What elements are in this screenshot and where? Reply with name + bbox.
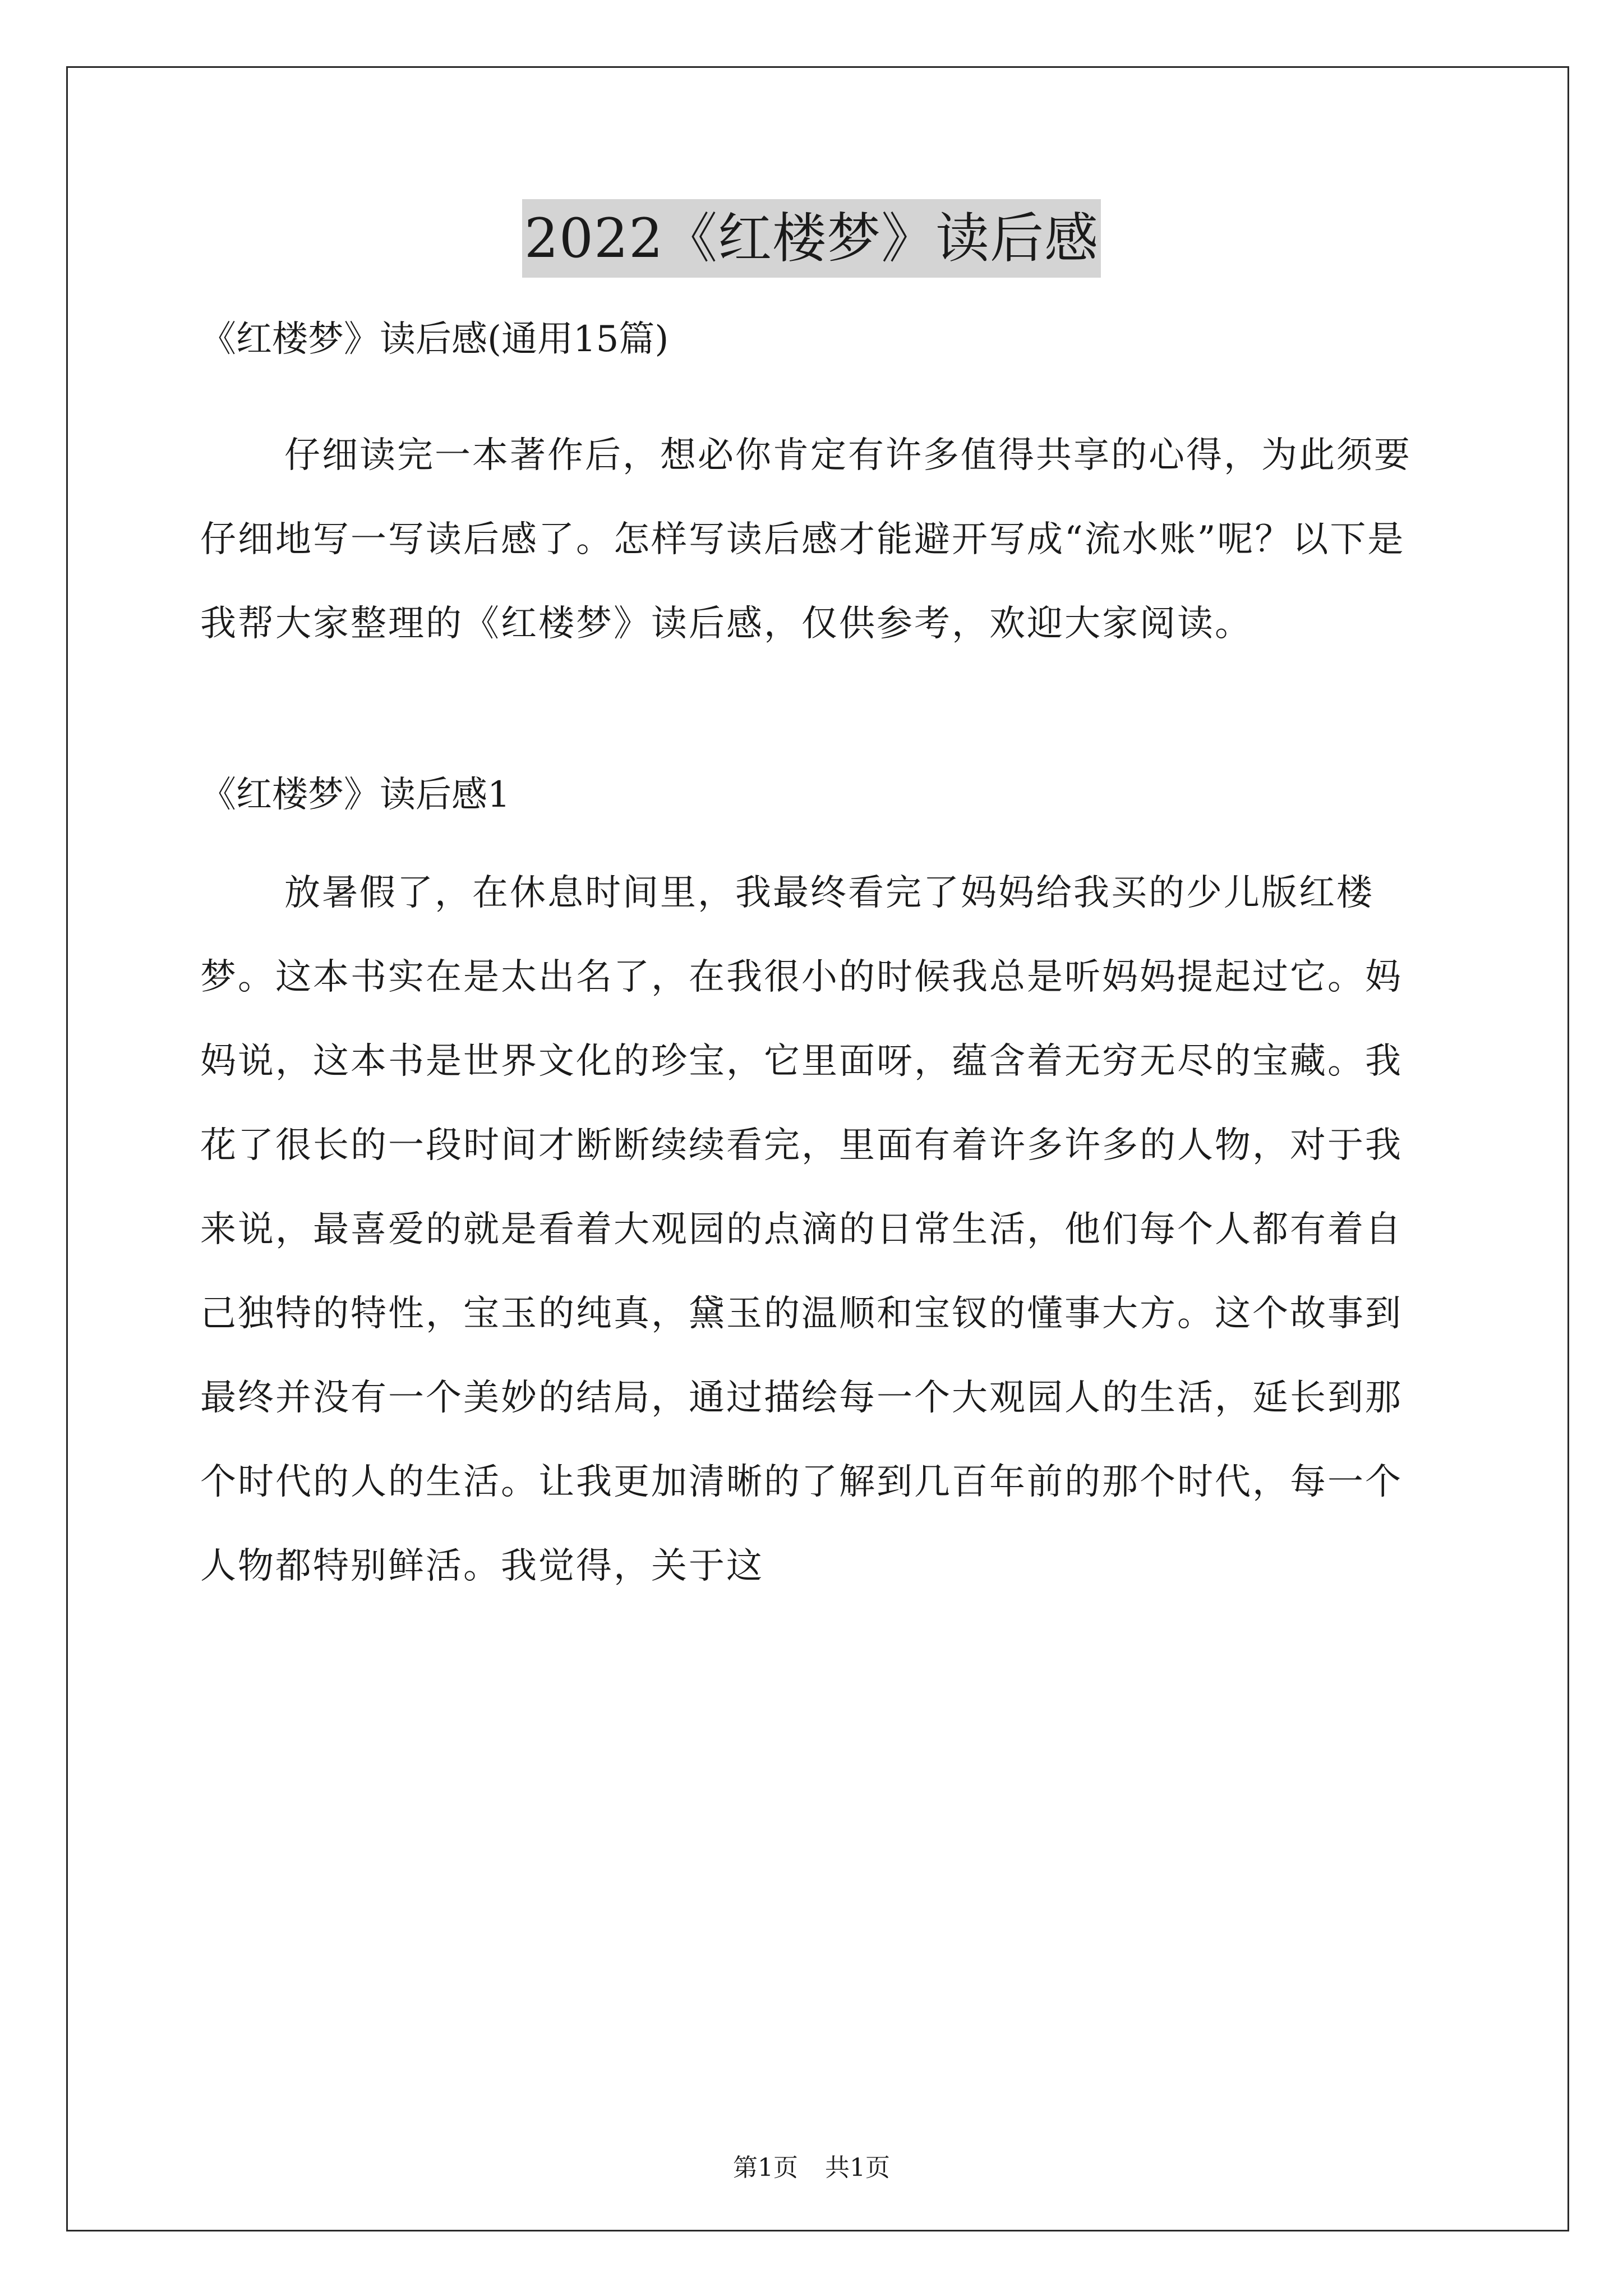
page-number-current: 第1页 <box>733 2154 798 2182</box>
page-footer <box>0 2151 1623 2185</box>
document-subtitle: 《红楼梦》读后感(通用15篇) <box>200 319 669 360</box>
section-paragraph: 放暑假了，在休息时间里，我最终看完了妈妈给我买的少儿版红楼梦。这本书实在是太出名了，在我很小的时候我总是听妈妈提起过它。妈妈说，这本书是世界文化的珍宝，它里面呀，蕴含着无穷无尽的宝藏。我花了很长的一段时间才断断续续看完，里面有着许多许多的人物，对于我来说，最喜爱的就是看着大观园的点滴的日常生活，他们每个人都有着自己独特的特性，宝玉的纯真，黛玉的温顺和宝钗的懂事大方。这个故事到最终并没有一个美妙的结局，通过描绘每一个大观园人的生活，延长到那个时代的人的生活。让我更加清晰的了解到几百年前的那个时代，每一个人物都特别鲜活。我觉得，关于这 <box>200 872 1403 1587</box>
document-body <box>200 311 1434 1608</box>
intro-paragraph: 仔细读完一本著作后，想必你肯定有许多值得共享的心得，为此须要仔细地写一写读后感了。怎样写读后感才能避开写成“流水账”呢？以下是我帮大家整理的《红楼梦》读后感，仅供参考，欢迎大家阅读。 <box>200 435 1412 645</box>
page-number-total: 共1页 <box>825 2154 890 2182</box>
document-title: 2022《红楼梦》读后感 <box>522 199 1101 278</box>
section-heading: 《红楼梦》读后感1 <box>200 774 510 816</box>
title-container <box>0 199 1623 278</box>
